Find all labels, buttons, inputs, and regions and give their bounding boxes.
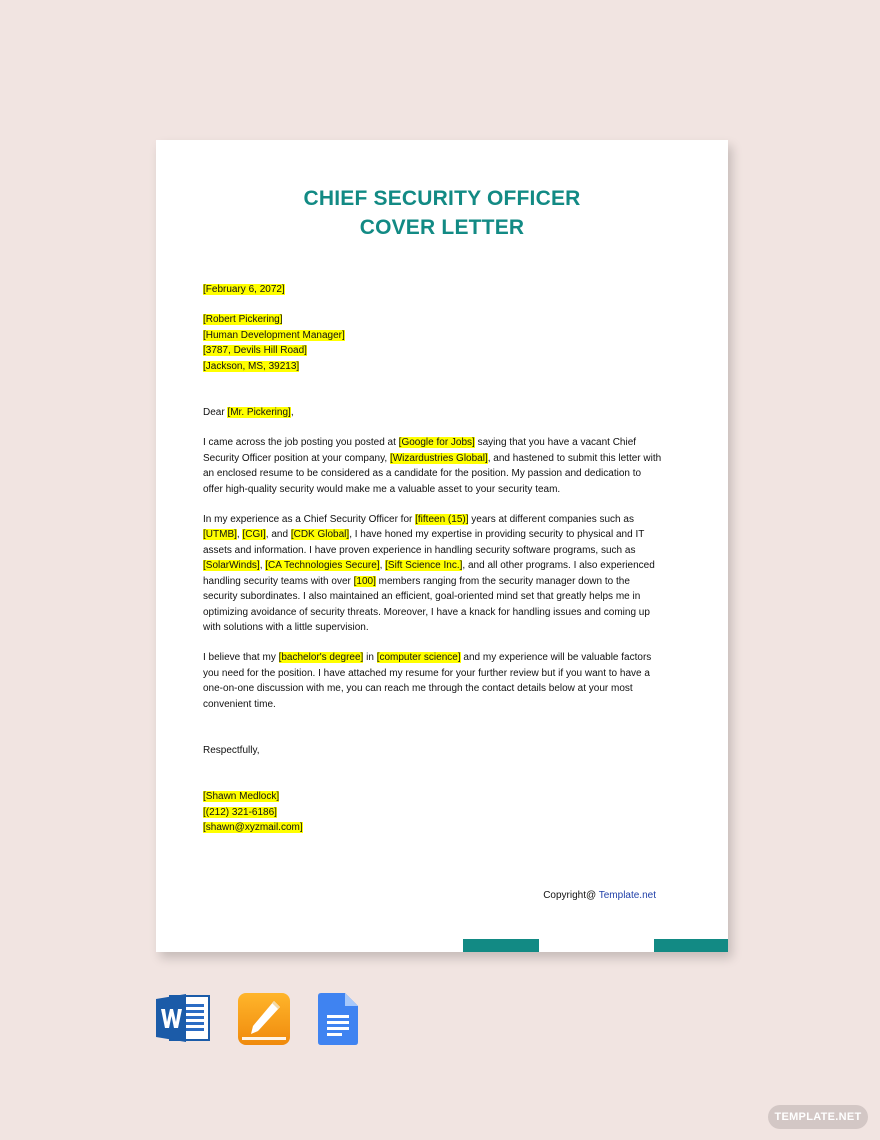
pages-icon[interactable] xyxy=(238,993,290,1045)
title-line-2: COVER LETTER xyxy=(359,216,525,239)
paragraph-3: I believe that my [bachelor's degree] in [computer science] and my experience will be valuable factors you need for the position. I have attached my resume for your further review but if you want to have a one-on-one discussion with me, you can reach me through the contact details below at your most convenient time. xyxy=(203,652,652,710)
paragraph-2: In my experience as a Chief Security Officer for [fifteen (15)] years at different companies such as [UTMB], [CGI], and [CDK Global], I have honed my expertise in providing security to physical and IT assets and information. I have proven experience in handling security software programs, such as [SolarWinds], [CA Technologies Secure], [Sift Science Inc.], and all other programs. I also experienced handling security teams with over [100] members ranging from the security manager down to the security subordinates. I also maintained an efficient, goal-oriented mind set that greatly helps me in optimizing avoidance of security threats. Moreover, I have a knack for handling issues and coming up with solutions with a little supervision. xyxy=(203,514,655,633)
word-icon[interactable] xyxy=(156,993,210,1043)
letter-date: [February 6, 2072] xyxy=(203,284,285,295)
closing: Respectfully, xyxy=(203,744,260,756)
page-title xyxy=(156,184,728,242)
copyright-note: Copyright@ Template.net xyxy=(543,890,656,901)
letter-body xyxy=(203,282,663,836)
recipient-city: [Jackson, MS, 39213] xyxy=(203,360,300,372)
footer-accent-bar-right xyxy=(654,939,728,952)
paragraph-1: I came across the job posting you posted at [Google for Jobs] saying that you have a vacant Chief Security Officer position at your company, [Wizardustries Global], and hastened to submit this letter with an enclosed resume to be considered as a candidate for the position. My passion and dedication to offer high-quality security would make me a valuable asset to your security team. xyxy=(203,437,662,495)
sender-email: [shawn@xyzmail.com] xyxy=(203,822,303,834)
recipient-title: [Human Development Manager] xyxy=(203,329,345,341)
letter-page xyxy=(156,140,728,952)
template-link[interactable]: Template.net xyxy=(598,890,656,901)
recipient-name: [Robert Pickering] xyxy=(203,314,283,326)
sender-phone: [(212) 321-6186] xyxy=(203,806,277,818)
sender-name: [Shawn Medlock] xyxy=(203,791,280,803)
template-watermark: TEMPLATE.NET xyxy=(768,1105,868,1129)
recipient-address: [3787, Devils Hill Road] xyxy=(203,345,307,357)
salutation: Dear [Mr. Pickering], xyxy=(203,407,294,419)
footer-accent-bar-left xyxy=(463,939,539,952)
google-docs-icon[interactable] xyxy=(318,993,358,1045)
title-line-1: CHIEF SECURITY OFFICER xyxy=(303,187,581,210)
